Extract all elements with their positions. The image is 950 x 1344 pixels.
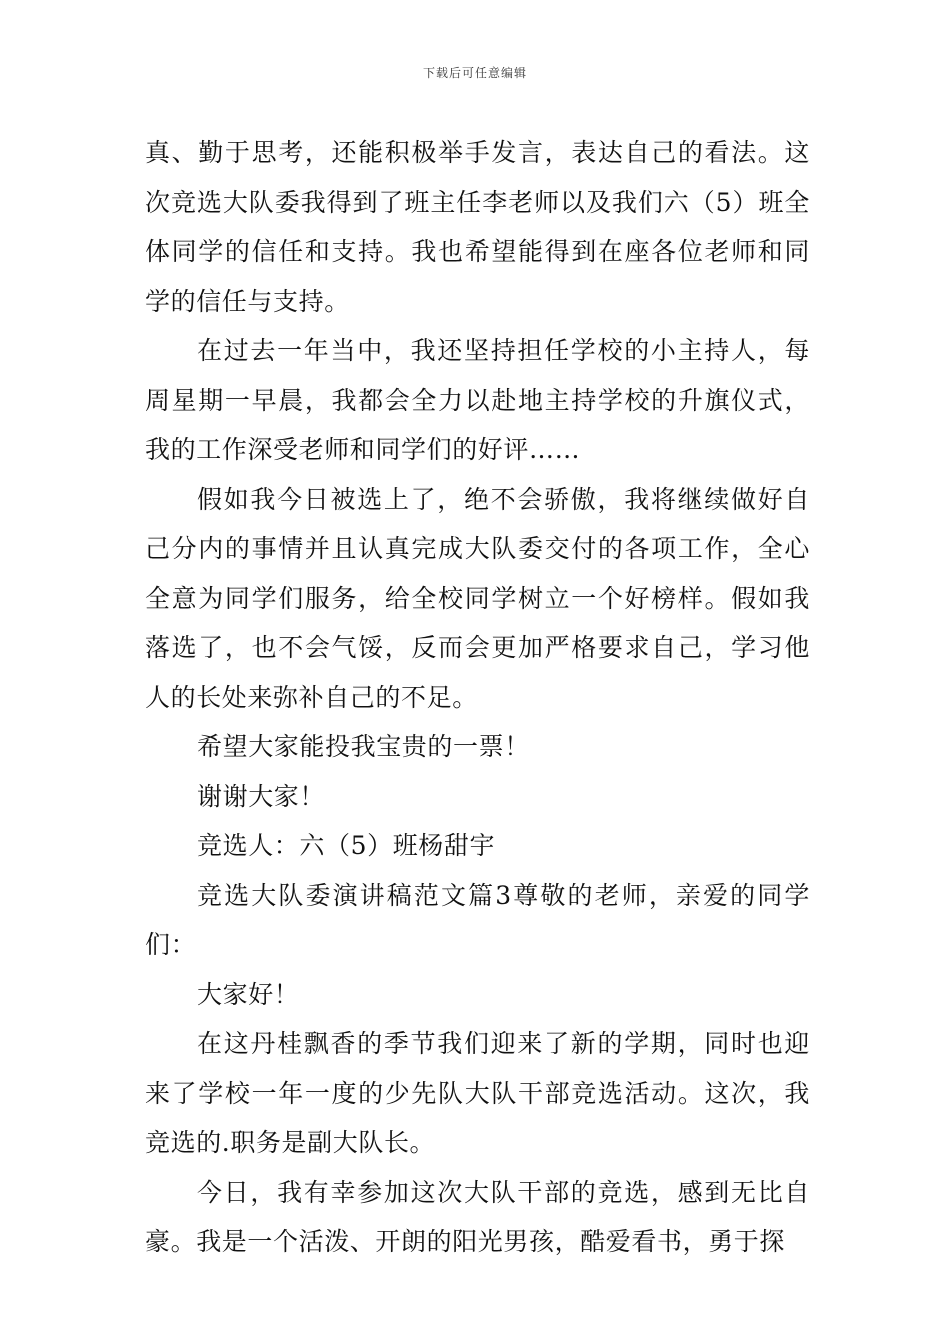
paragraph-continuation: 真、勤于思考，还能积极举手发言，表达自己的看法。这次竞选大队委我得到了班主任李老师以及我们六（5）班全体同学的信任和支持。我也希望能得到在座各位老师和同学的信任与支持。 (145, 138, 810, 316)
document-body (145, 128, 810, 1267)
paragraph-greeting: 大家好！ (197, 979, 300, 1009)
paragraph-introduction: 在这丹桂飘香的季节我们迎来了新的学期，同时也迎来了学校一年一度的少先队大队干部竞选活动。这次，我竞选的.职务是副大队长。 (145, 1029, 810, 1157)
paragraph-self-description: 今日，我有幸参加这次大队干部的竞选，感到无比自豪。我是一个活泼、开朗的阳光男孩，酷爱看书，勇于探 (145, 1177, 810, 1256)
paragraph-vote-request: 希望大家能投我宝贵的一票！ (197, 732, 530, 761)
paragraph-candidate: 竞选人：六（5）班杨甜宇 (197, 831, 496, 860)
paragraph-commitment: 假如我今日被选上了，绝不会骄傲，我将继续做好自己分内的事情并且认真完成大队委交付的各项工作，全心全意为同学们服务，给全校同学树立一个好榜样。假如我落选了，也不会气馁，反而会更加严格要求自己，学习他人的长处来弥补自己的不足。 (145, 484, 810, 712)
paragraph-section-title: 竞选大队委演讲稿范文篇3尊敬的老师，亲爱的同学们： (145, 880, 810, 959)
paragraph-thanks: 谢谢大家！ (197, 781, 326, 811)
header-note: 下载后可任意编辑 (422, 66, 527, 80)
paragraph-host-experience: 在过去一年当中，我还坚持担任学校的小主持人，每周星期一早晨，我都会全力以赴地主持学校的升旗仪式，我的工作深受老师和同学们的好评…… (145, 336, 810, 464)
